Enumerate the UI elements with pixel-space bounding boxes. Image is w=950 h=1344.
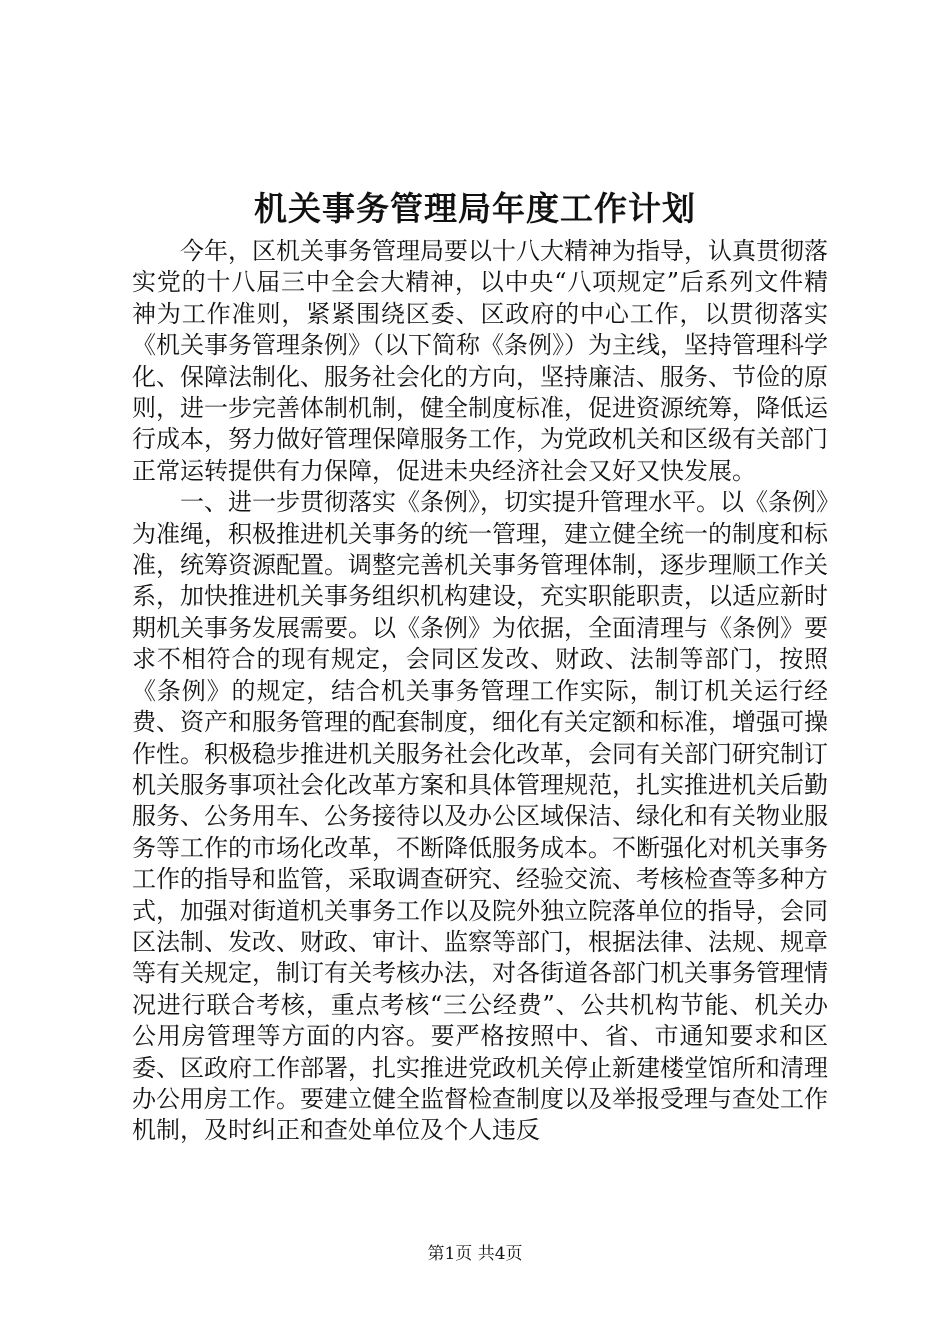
paragraph-section-1: 一、进一步贯彻落实《条例》，切实提升管理水平。以《条例》为准绳，积极推进机关事务的统一管理，建立健全统一的制度和标准，统筹资源配置。调整完善机关事务管理体制，逐步理顺工作关系，加快推进机关事务组织机构建设，充实职能职责，以适应新时期机关事务发展需要。以《条例》为依据，全面清理与《条例》要求不相符合的现有规定，会同区发改、财政、法制等部门，按照《条例》的规定，结合机关事务管理工作实际，制订机关运行经费、资产和服务管理的配套制度，细化有关定额和标准，增强可操作性。积极稳步推进机关服务社会化改革，会同有关部门研究制订机关服务事项社会化改革方案和具体管理规范，扎实推进机关后勤服务、公务用车、公务接待以及办公区域保洁、绿化和有关物业服务等工作的市场化改革，不断降低服务成本。不断强化对机关事务工作的指导和监管，采取调查研究、经验交流、考核检查等多种方式，加强对街道机关事务工作以及院外独立院落单位的指导，会同区法制、发改、财政、审计、监察等部门，根据法律、法规、规章等有关规定，制订有关考核办法，对各街道各部门机关事务管理情况进行联合考核，重点考核“三公经费”、公共机构节能、机关办公用房管理等方面的内容。要严格按照中、省、市通知要求和区委、区政府工作部署，扎实推进党政机关停止新建楼堂馆所和清理办公用房工作。要建立健全监督检查制度以及举报受理与查处工作机制，及时纠正和查处单位及个人违反 — [132, 488, 828, 1145]
document-body — [132, 236, 828, 1147]
document-title: 机关事务管理局年度工作计划 — [254, 189, 696, 228]
paragraph-intro: 今年，区机关事务管理局要以十八大精神为指导，认真贯彻落实党的十八届三中全会大精神，以中央“八项规定”后系列文件精神为工作准则，紧紧围绕区委、区政府的中心工作，以贯彻落实《机关事务管理条例》（以下简称《条例》）为主线，坚持管理科学化、保障法制化、服务社会化的方向，坚持廉洁、服务、节俭的原则，进一步完善体制机制，健全制度标准，促进资源统筹，降低运行成本，努力做好管理保障服务工作，为党政机关和区级有关部门正常运转提供有力保障，促进未央经济社会又好又快发展。 — [132, 237, 828, 485]
page-number-footer: 第1页 共4页 — [427, 1244, 523, 1264]
